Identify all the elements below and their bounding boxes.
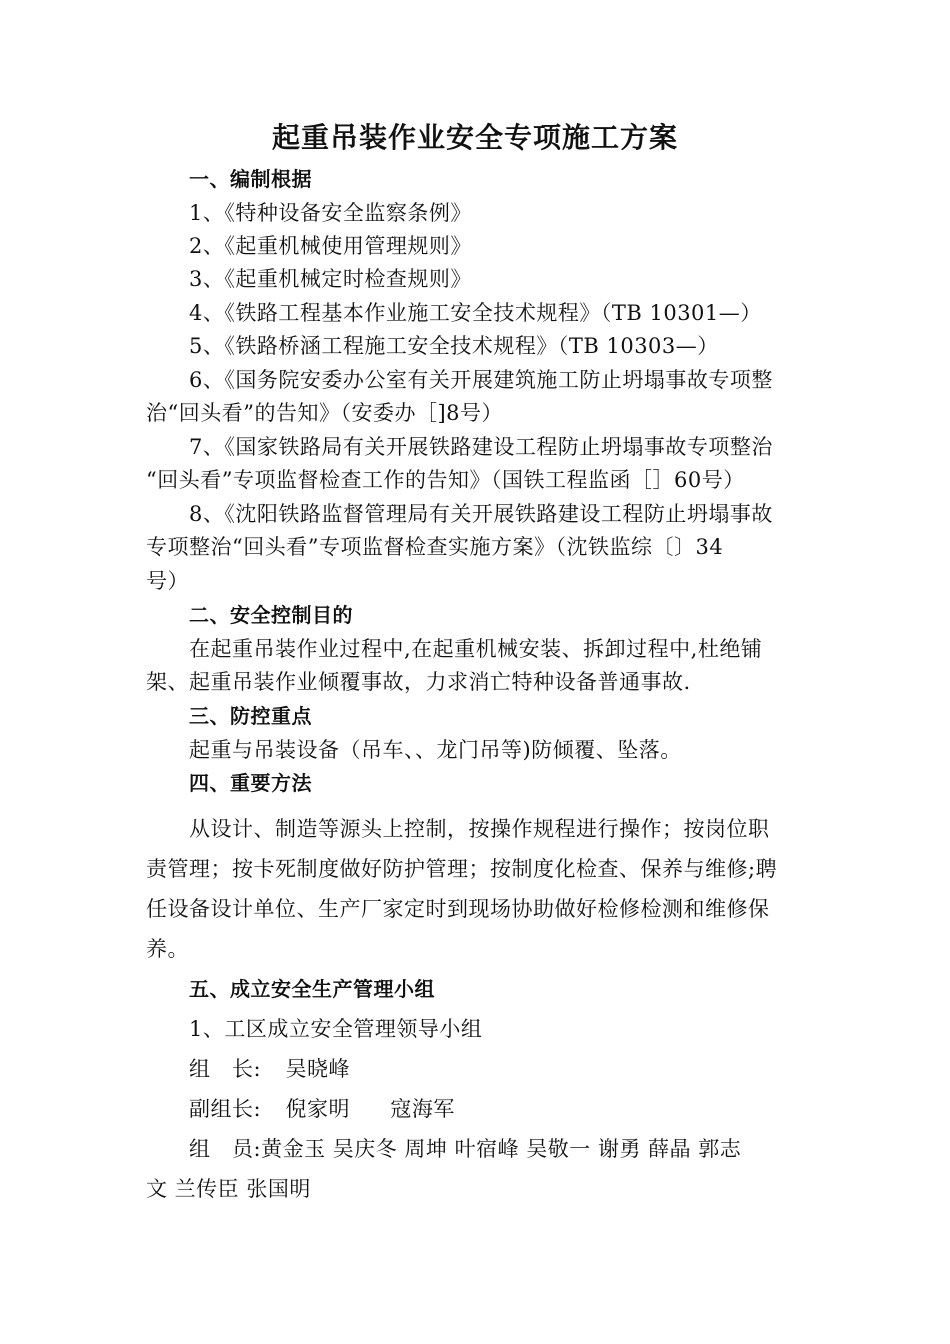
goal-text-line1: 在起重吊装作业过程中,在起重机械安装、拆卸过程中,杜绝铺 bbox=[189, 637, 763, 661]
basis-item-3: 3、《起重机械定时检查规则》 bbox=[189, 267, 472, 291]
basis-item-7-line1: 7、《国家铁路局有关开展铁路建设工程防止坍塌事故专项整治 bbox=[189, 435, 773, 459]
basis-item-2: 2、《起重机械使用管理规则》 bbox=[189, 234, 472, 258]
team-leader-row bbox=[189, 1052, 350, 1086]
team-members-row bbox=[189, 1132, 741, 1166]
leader-label: 组 长: bbox=[189, 1057, 262, 1081]
section-heading-methods: 四、重要方法 bbox=[189, 771, 312, 795]
members-list-line2: 文 兰传臣 张国明 bbox=[146, 1177, 311, 1201]
basis-item-1: 1、《特种设备安全监察条例》 bbox=[189, 201, 472, 225]
focus-text: 起重与吊装设备（吊车、、龙门吊等)防倾覆、坠落。 bbox=[189, 738, 682, 762]
basis-item-7-line2: “回头看”专项监督检查工作的告知》（国铁工程监函［］60号） bbox=[146, 468, 745, 492]
basis-item-8-line1: 8、《沈阳铁路监督管理局有关开展铁路建设工程防止坍塌事故 bbox=[189, 502, 773, 526]
team-subheading: 1、工区成立安全管理领导小组 bbox=[189, 1017, 483, 1041]
methods-text-line2: 责管理；按卡死制度做好防护管理；按制度化检查、保养与维修;聘 bbox=[146, 857, 778, 881]
members-label: 组 员: bbox=[189, 1137, 262, 1161]
basis-item-6-line2: 治“回头看”的告知》（安委办［]8号） bbox=[146, 401, 504, 425]
section-heading-goal: 二、安全控制目的 bbox=[189, 603, 353, 627]
methods-text-line1: 从设计、制造等源头上控制，按操作规程进行操作；按岗位职 bbox=[189, 817, 770, 841]
methods-text-line4: 养。 bbox=[146, 937, 189, 961]
document-title: 起重吊装作业安全专项施工方案 bbox=[271, 121, 678, 154]
basis-item-6-line1: 6、《国务院安委办公室有关开展建筑施工防止坍塌事故专项整 bbox=[189, 368, 773, 392]
section-heading-basis: 一、编制根据 bbox=[189, 167, 312, 191]
basis-item-4: 4、《铁路工程基本作业施工安全技术规程》（TB 10301—） bbox=[189, 301, 762, 325]
members-list-line1: 黄金玉 吴庆冬 周坤 叶宿峰 吴敬一 谢勇 薛晶 郭志 bbox=[261, 1137, 742, 1161]
section-heading-focus: 三、防控重点 bbox=[189, 704, 312, 728]
leader-name: 吴晓峰 bbox=[285, 1057, 350, 1081]
section-heading-team: 五、成立安全生产管理小组 bbox=[189, 977, 435, 1001]
methods-text-line3: 任设备设计单位、生产厂家定时到现场协助做好检修检测和维修保 bbox=[146, 897, 770, 921]
deputy-label: 副组长: bbox=[189, 1097, 262, 1121]
deputy-name-2: 寇海军 bbox=[390, 1097, 455, 1121]
goal-text-line2: 架、起重吊装作业倾覆事故，力求消亡特种设备普通事故. bbox=[146, 670, 691, 694]
basis-item-8-line3: 号） bbox=[146, 569, 189, 593]
deputy-name-1: 倪家明 bbox=[285, 1097, 350, 1121]
basis-item-5: 5、《铁路桥涵工程施工安全技术规程》（TB 10303—） bbox=[189, 334, 719, 358]
basis-item-8-line2: 专项整治“回头看”专项监督检查实施方案》（沈铁监综〔〕34 bbox=[146, 535, 724, 559]
team-deputy-row bbox=[189, 1092, 455, 1126]
